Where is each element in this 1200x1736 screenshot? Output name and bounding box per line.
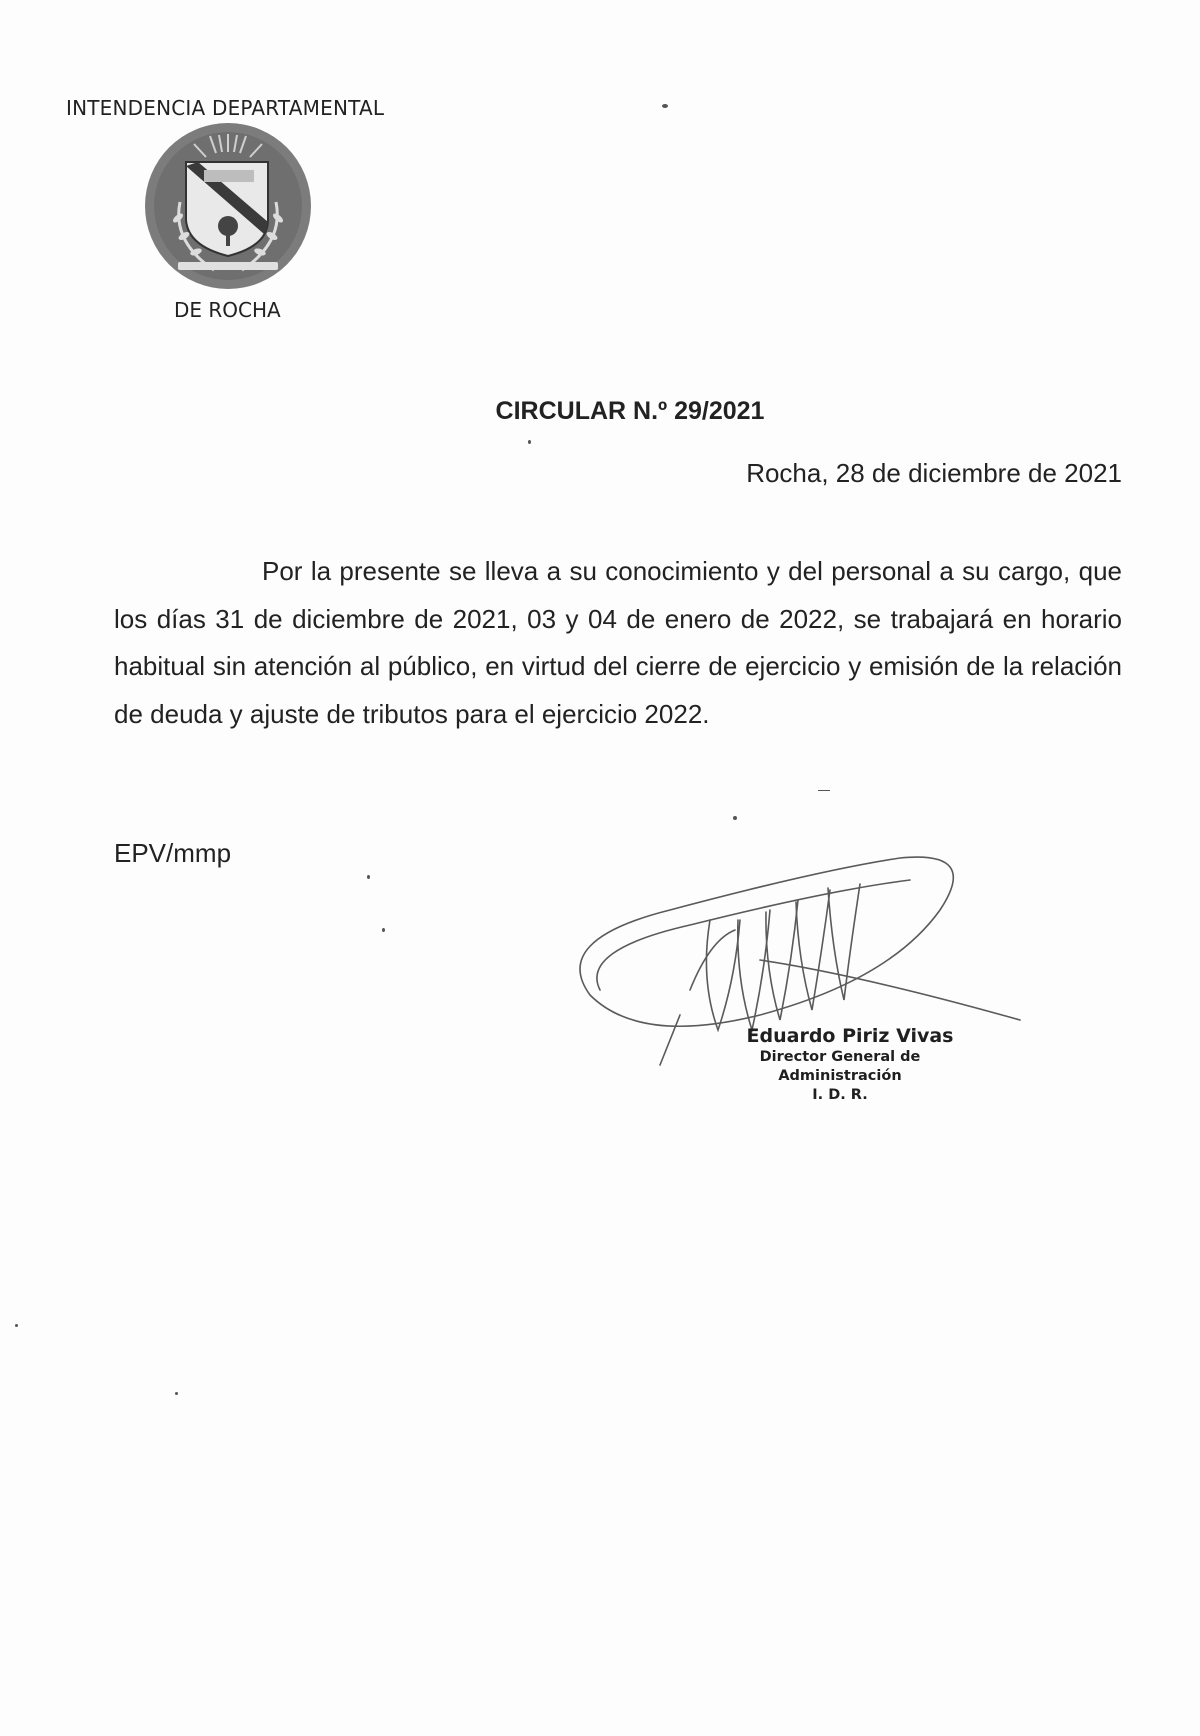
coat-of-arms-seal-icon <box>144 122 312 290</box>
body-paragraph: Por la presente se lleva a su conocimiento y del personal a su cargo, que los días 31 de diciembre de 2021, 03 y 04 de enero de 2022, se trabajará en horario habitual sin atención al público, en virtud del cierre de ejercicio y emisión de la relación de deuda y ajuste de tributos para el ejercicio 2022. <box>114 556 1122 729</box>
signer-block <box>720 1024 960 1105</box>
circular-title: CIRCULAR N.º 29/2021 <box>495 397 765 425</box>
signer-role-line2: Administración <box>778 1068 902 1084</box>
scan-speck <box>367 875 370 879</box>
scan-speck <box>733 816 737 820</box>
scan-speck <box>818 790 830 791</box>
signer-role-line3: I. D. R. <box>812 1087 868 1103</box>
signer-role-line1: Director General de <box>759 1049 921 1065</box>
institution-name-line1: INTENDENCIA DEPARTAMENTAL <box>66 96 385 120</box>
scan-speck <box>662 104 668 108</box>
scan-speck <box>382 928 385 932</box>
place-date: Rocha, 28 de diciembre de 2021 <box>746 458 1122 488</box>
institution-name-line2: DE ROCHA <box>174 298 281 322</box>
scan-speck <box>528 440 531 444</box>
reference-initials: EPV/mmp <box>114 838 232 868</box>
signer-name: Eduardo Piriz Vivas <box>746 1025 954 1047</box>
scan-speck <box>175 1392 178 1395</box>
scan-speck <box>15 1324 18 1327</box>
